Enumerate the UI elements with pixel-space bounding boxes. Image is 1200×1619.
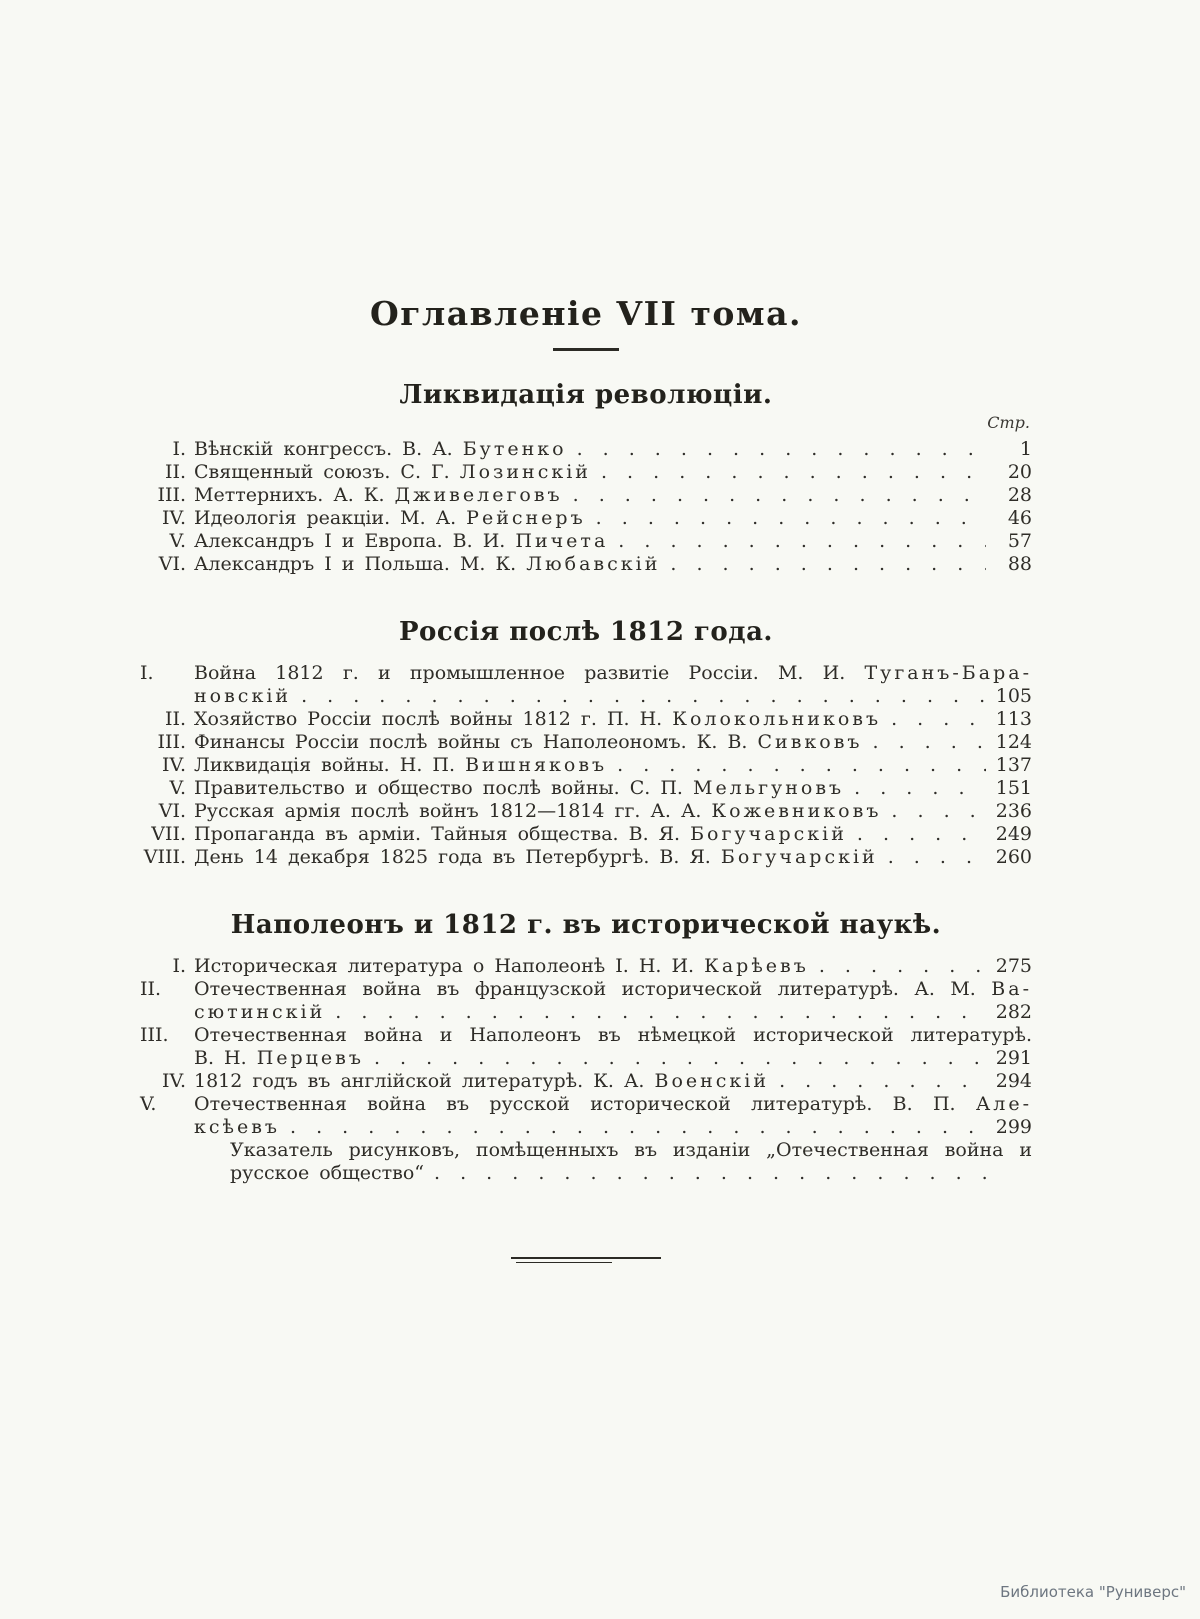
text-segment: новскій xyxy=(194,685,292,708)
text-segment: Любавскій xyxy=(526,553,661,576)
entry-line xyxy=(140,1093,1032,1116)
entry-text xyxy=(194,823,847,846)
entry-number: II. xyxy=(164,461,186,484)
entry-text xyxy=(194,978,1032,1000)
entry-line xyxy=(140,754,1032,777)
entry-line xyxy=(140,507,1032,530)
dot-leader xyxy=(596,507,986,530)
entry-page-number: 20 xyxy=(1007,461,1032,484)
toc-entry xyxy=(140,846,1032,869)
entry-line xyxy=(140,1116,1032,1139)
text-segment: Меттернихъ. А. К. xyxy=(194,484,395,507)
text-segment: Туганъ-Бара- xyxy=(864,662,1032,685)
entry-text xyxy=(194,1047,364,1070)
entry-page-number: 299 xyxy=(995,1115,1032,1138)
text-segment: Богучарскій xyxy=(690,823,847,846)
dot-leader xyxy=(335,1001,986,1024)
entry-line xyxy=(140,662,1032,685)
dot-leader xyxy=(374,1047,986,1070)
entry-number: III. xyxy=(157,731,186,754)
entry-number: V. xyxy=(169,530,186,553)
toc-section xyxy=(140,381,1032,576)
entry-text xyxy=(194,1070,769,1093)
entry-text xyxy=(194,438,567,461)
entry-line xyxy=(140,978,1032,1001)
entry-page-number: 151 xyxy=(995,777,1032,800)
text-segment: Указатель рисунковъ, помѣщенныхъ въ изданіи „Отечественная война и xyxy=(230,1138,1032,1161)
entry-page-number: 124 xyxy=(995,731,1032,754)
dot-leader xyxy=(290,1116,986,1139)
entry-line xyxy=(140,731,1032,754)
section-heading: Ликвидація революціи. xyxy=(399,380,773,411)
entry-text xyxy=(194,530,608,553)
entry-page-number: 275 xyxy=(995,954,1032,977)
entry-line xyxy=(140,800,1032,823)
entry-text xyxy=(194,777,844,800)
entry-text xyxy=(194,685,291,708)
entry-text xyxy=(194,731,863,754)
toc-section xyxy=(140,911,1032,1185)
dot-leader xyxy=(857,823,986,846)
entry-page-number: 57 xyxy=(1007,530,1032,553)
entry-line xyxy=(140,1162,1032,1185)
dot-leader xyxy=(618,530,986,553)
text-segment: День 14 декабря 1825 года въ Петербургѣ. В. Я. xyxy=(194,846,721,869)
section-heading: Наполеонъ и 1812 г. въ исторической наукѣ. xyxy=(230,910,942,941)
entry-line xyxy=(140,685,1032,708)
page-column-label: Стр. xyxy=(987,413,1030,433)
entry-text xyxy=(194,754,607,777)
text-segment: ксѣевъ xyxy=(194,1115,281,1138)
entry-line xyxy=(140,777,1032,800)
entry-text xyxy=(194,1093,1032,1115)
entry-page-number: 1 xyxy=(1019,438,1032,461)
entry-number: V. xyxy=(169,777,186,800)
toc-entry xyxy=(140,823,1032,846)
entry-line xyxy=(140,530,1032,553)
entry-text xyxy=(194,955,809,978)
text-segment: Кожевниковъ xyxy=(711,800,882,823)
entry-page-number: 88 xyxy=(1007,553,1032,576)
entry-line xyxy=(140,1070,1032,1093)
entry-number: VI. xyxy=(158,553,186,576)
toc-content xyxy=(140,296,1032,1263)
entry-text xyxy=(194,1024,1032,1046)
entry-number: I. xyxy=(172,438,186,461)
entry-number: I. xyxy=(172,954,186,977)
text-segment: Пропаганда въ арміи. Тайныя общества. В. Я. xyxy=(194,823,691,846)
entry-number: II. xyxy=(140,977,162,1000)
entry-text xyxy=(194,484,563,507)
text-segment: Александръ I и Европа. В. И. xyxy=(194,530,516,553)
toc-entry xyxy=(140,1024,1032,1070)
dot-leader xyxy=(891,708,986,731)
text-segment: сютинскій xyxy=(194,1000,326,1023)
text-segment: Перцевъ xyxy=(256,1046,364,1069)
dot-leader xyxy=(819,955,986,978)
text-segment: Богучарскій xyxy=(720,846,878,869)
toc-entry xyxy=(140,530,1032,553)
text-segment: Священный союзъ. С. Г. xyxy=(194,461,460,484)
text-segment: Правительство и общество послѣ войны. С. П. xyxy=(194,777,693,800)
entry-text xyxy=(194,507,586,530)
text-segment: Вѣнскій конгрессъ. В. А. xyxy=(194,438,463,461)
end-divider xyxy=(140,1257,1032,1263)
entry-number: II. xyxy=(164,708,186,731)
title-divider xyxy=(553,348,619,351)
entry-line xyxy=(140,484,1032,507)
entry-page-number: 291 xyxy=(995,1046,1032,1069)
dot-leader xyxy=(888,846,986,869)
entry-line xyxy=(140,461,1032,484)
entry-page-number: 260 xyxy=(995,846,1032,869)
toc-entry xyxy=(140,553,1032,576)
entry-line xyxy=(140,553,1032,576)
entry-text xyxy=(194,800,881,823)
toc-entry xyxy=(140,507,1032,530)
text-segment: Историческая литература о Наполеонѣ I. Н. И. xyxy=(194,954,705,977)
entry-page-number: 105 xyxy=(995,685,1032,708)
dot-leader xyxy=(873,731,986,754)
text-segment: Але- xyxy=(975,1092,1032,1115)
entry-line xyxy=(140,1047,1032,1070)
entry-page-number: 113 xyxy=(995,708,1032,731)
entry-number: IV. xyxy=(162,507,186,530)
toc-entry xyxy=(140,754,1032,777)
entry-line xyxy=(140,1001,1032,1024)
dot-leader xyxy=(854,777,986,800)
toc-sections xyxy=(140,381,1032,1185)
end-divider-line-top xyxy=(511,1257,661,1259)
toc-entry xyxy=(140,978,1032,1024)
dot-leader xyxy=(617,754,986,777)
entry-number: IV. xyxy=(162,754,186,777)
entry-line xyxy=(140,708,1032,731)
text-segment: Ва- xyxy=(991,977,1032,1000)
entry-number: VII. xyxy=(151,823,186,846)
toc-entry xyxy=(140,708,1032,731)
end-divider-line-bottom xyxy=(516,1262,612,1263)
entry-page-number: 236 xyxy=(995,800,1032,823)
toc-entry xyxy=(140,1070,1032,1093)
text-segment: Вишняковъ xyxy=(465,754,608,777)
entry-line xyxy=(140,823,1032,846)
text-segment: Дживелеговъ xyxy=(394,484,563,507)
entry-page-number: 46 xyxy=(1007,507,1032,530)
entry-number: I. xyxy=(140,662,154,685)
text-segment: Ликвидація войны. Н. П. xyxy=(194,754,466,777)
text-segment: Сивковъ xyxy=(757,731,863,754)
text-segment: Пичета xyxy=(515,530,609,553)
entry-text xyxy=(194,1116,280,1139)
dot-leader xyxy=(779,1070,986,1093)
text-segment: Военскій xyxy=(654,1069,770,1092)
toc-entry xyxy=(140,438,1032,461)
text-segment: Идеологія реакціи. М. А. xyxy=(194,507,467,530)
dot-leader xyxy=(301,685,986,708)
entry-text xyxy=(194,461,591,484)
entry-number: III. xyxy=(140,1023,169,1046)
toc-entry xyxy=(140,731,1032,754)
text-segment: русское общество“ xyxy=(230,1161,425,1184)
entry-number: VI. xyxy=(158,800,186,823)
text-segment: Александръ I и Польша. М. К. xyxy=(194,553,527,576)
toc-entry xyxy=(140,484,1032,507)
entry-number: VIII. xyxy=(143,846,186,869)
entry-number: V. xyxy=(140,1092,157,1115)
entry-text xyxy=(230,1139,1032,1161)
entry-line xyxy=(140,955,1032,978)
text-segment: Мельгуновъ xyxy=(692,777,845,800)
toc-entry xyxy=(140,955,1032,978)
entry-number: III. xyxy=(157,484,186,507)
library-watermark: Библиотека "Руниверс" xyxy=(1000,1583,1186,1601)
dot-leader xyxy=(891,800,986,823)
section-heading: Россія послѣ 1812 года. xyxy=(399,617,773,648)
toc-section xyxy=(140,618,1032,869)
text-segment: 1812 годъ въ англійской литературѣ. К. А. xyxy=(194,1069,655,1092)
entry-page-number: 137 xyxy=(995,754,1032,777)
entry-line xyxy=(140,1139,1032,1162)
text-segment: Отечественная война и Наполеонъ въ нѣмецкой исторической литературѣ. xyxy=(194,1023,1032,1046)
text-segment: В. Н. xyxy=(194,1046,257,1069)
toc-entry xyxy=(140,800,1032,823)
entry-line xyxy=(140,846,1032,869)
entry-text xyxy=(194,846,878,869)
text-segment: Война 1812 г. и промышленное развитіе Россіи. М. И. xyxy=(194,662,865,685)
entry-page-number: 282 xyxy=(995,1000,1032,1023)
toc-entry xyxy=(140,1093,1032,1139)
text-segment: Колокольниковъ xyxy=(672,708,882,731)
entry-line xyxy=(140,438,1032,461)
entry-text xyxy=(194,708,881,731)
dot-leader xyxy=(670,553,986,576)
text-segment: Карѣевъ xyxy=(704,954,809,977)
entry-page-number: 249 xyxy=(995,823,1032,846)
text-segment: Финансы Россіи послѣ войны съ Наполеономъ. К. В. xyxy=(194,731,758,754)
text-segment: Бутенко xyxy=(462,438,567,461)
text-segment: Лозинскій xyxy=(459,461,591,484)
text-segment: Хозяйство Россіи послѣ войны 1812 г. П. Н. xyxy=(194,708,673,731)
dot-leader xyxy=(573,484,986,507)
page-title: Оглавленіе VII тома. xyxy=(370,294,802,333)
entry-page-number: 294 xyxy=(995,1069,1032,1092)
toc-entry xyxy=(140,662,1032,708)
dot-leader xyxy=(577,438,986,461)
text-segment: Отечественная война въ французской исторической литературѣ. А. М. xyxy=(194,977,992,1000)
text-segment: Русская армія послѣ войнъ 1812—1814 гг. А. А. xyxy=(194,800,712,823)
toc-entry xyxy=(140,461,1032,484)
dot-leader xyxy=(434,1162,986,1185)
entry-number: IV. xyxy=(162,1069,186,1092)
entry-text xyxy=(194,1001,325,1024)
entry-line xyxy=(140,1024,1032,1047)
toc-entry xyxy=(140,777,1032,800)
text-segment: Рейснеръ xyxy=(466,507,586,530)
entry-text xyxy=(194,553,660,576)
text-segment: Отечественная война въ русской исторической литературѣ. В. П. xyxy=(194,1092,976,1115)
dot-leader xyxy=(601,461,986,484)
toc-entry xyxy=(140,1139,1032,1185)
entry-text xyxy=(230,1162,424,1185)
entry-page-number: 28 xyxy=(1007,484,1032,507)
entry-text xyxy=(194,662,1032,684)
